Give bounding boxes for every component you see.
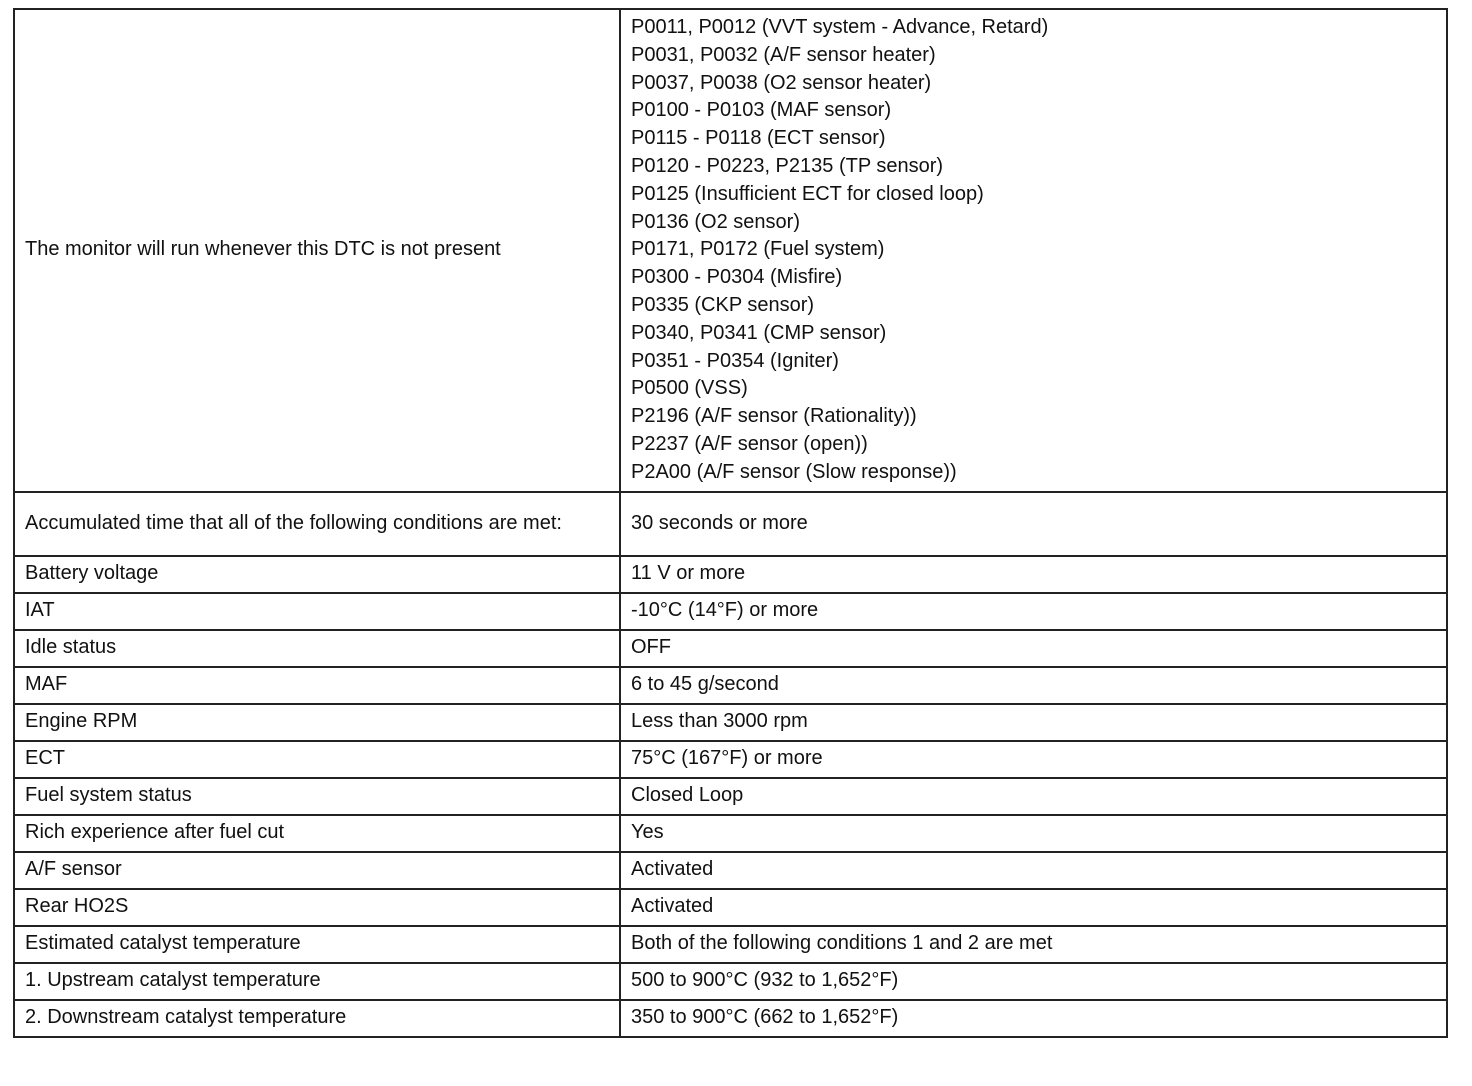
dtc-code: P0031, P0032 (A/F sensor heater) <box>631 43 936 66</box>
condition-value: Closed Loop <box>620 778 1447 815</box>
condition-value: OFF <box>620 630 1447 667</box>
condition-value: Activated <box>620 889 1447 926</box>
condition-label: Engine RPM <box>14 704 620 741</box>
condition-value: Both of the following conditions 1 and 2 are met <box>620 926 1447 963</box>
dtc-code: P0340, P0341 (CMP sensor) <box>631 321 887 344</box>
dtc-code: P0100 - P0103 (MAF sensor) <box>631 99 892 122</box>
table-row <box>14 852 1447 889</box>
table-row <box>14 926 1447 963</box>
table-row <box>14 741 1447 778</box>
dtc-code: P0351 - P0354 (Igniter) <box>631 349 839 372</box>
monitor-conditions-table <box>13 8 1448 1038</box>
condition-value: 11 V or more <box>620 556 1447 593</box>
dtc-code: P0011, P0012 (VVT system - Advance, Retard) <box>631 16 1049 38</box>
dtc-code: P0037, P0038 (O2 sensor heater) <box>631 71 932 94</box>
dtc-code: P0300 - P0304 (Misfire) <box>631 266 843 289</box>
condition-value: Activated <box>620 852 1447 889</box>
condition-label: Rich experience after fuel cut <box>14 815 620 852</box>
dtc-code: P2237 (A/F sensor (open)) <box>631 432 868 455</box>
condition-value: 30 seconds or more <box>620 492 1447 556</box>
dtc-code: P0171, P0172 (Fuel system) <box>631 238 885 261</box>
condition-value: 6 to 45 g/second <box>620 667 1447 704</box>
condition-value: 500 to 900°C (932 to 1,652°F) <box>620 963 1447 1000</box>
table-row <box>14 889 1447 926</box>
condition-label: 2. Downstream catalyst temperature <box>14 1000 620 1037</box>
dtc-code: P0120 - P0223, P2135 (TP sensor) <box>631 154 944 177</box>
condition-label: Estimated catalyst temperature <box>14 926 620 963</box>
condition-value: 350 to 900°C (662 to 1,652°F) <box>620 1000 1447 1037</box>
condition-label: Idle status <box>14 630 620 667</box>
dtc-code: P2A00 (A/F sensor (Slow response)) <box>631 460 957 483</box>
condition-label: IAT <box>14 593 620 630</box>
condition-label: Rear HO2S <box>14 889 620 926</box>
condition-label: ECT <box>14 741 620 778</box>
table-row <box>14 593 1447 630</box>
condition-label: MAF <box>14 667 620 704</box>
dtc-code: P0115 - P0118 (ECT sensor) <box>631 127 886 150</box>
table-row <box>14 815 1447 852</box>
table-row-dtc <box>14 9 1447 492</box>
table-row <box>14 1000 1447 1037</box>
table-row <box>14 963 1447 1000</box>
condition-value: Less than 3000 rpm <box>620 704 1447 741</box>
table-row <box>14 667 1447 704</box>
dtc-code: P0125 (Insufficient ECT for closed loop) <box>631 182 984 205</box>
condition-label: A/F sensor <box>14 852 620 889</box>
table-row <box>14 778 1447 815</box>
condition-label: Accumulated time that all of the following conditions are met: <box>14 492 620 556</box>
dtc-code: P0136 (O2 sensor) <box>631 210 800 233</box>
dtc-code: P0335 (CKP sensor) <box>631 293 815 316</box>
table-row <box>14 704 1447 741</box>
condition-value: -10°C (14°F) or more <box>620 593 1447 630</box>
dtc-code-list <box>631 14 1436 487</box>
condition-value: 75°C (167°F) or more <box>620 741 1447 778</box>
dtc-codes-cell <box>620 9 1447 492</box>
table-row <box>14 630 1447 667</box>
dtc-label-cell: The monitor will run whenever this DTC is not present <box>14 9 620 492</box>
condition-value: Yes <box>620 815 1447 852</box>
dtc-code: P0500 (VSS) <box>631 377 748 400</box>
table-row <box>14 492 1447 556</box>
condition-label: Battery voltage <box>14 556 620 593</box>
table-row <box>14 556 1447 593</box>
condition-label: 1. Upstream catalyst temperature <box>14 963 620 1000</box>
condition-label: Fuel system status <box>14 778 620 815</box>
dtc-code: P2196 (A/F sensor (Rationality)) <box>631 405 917 428</box>
